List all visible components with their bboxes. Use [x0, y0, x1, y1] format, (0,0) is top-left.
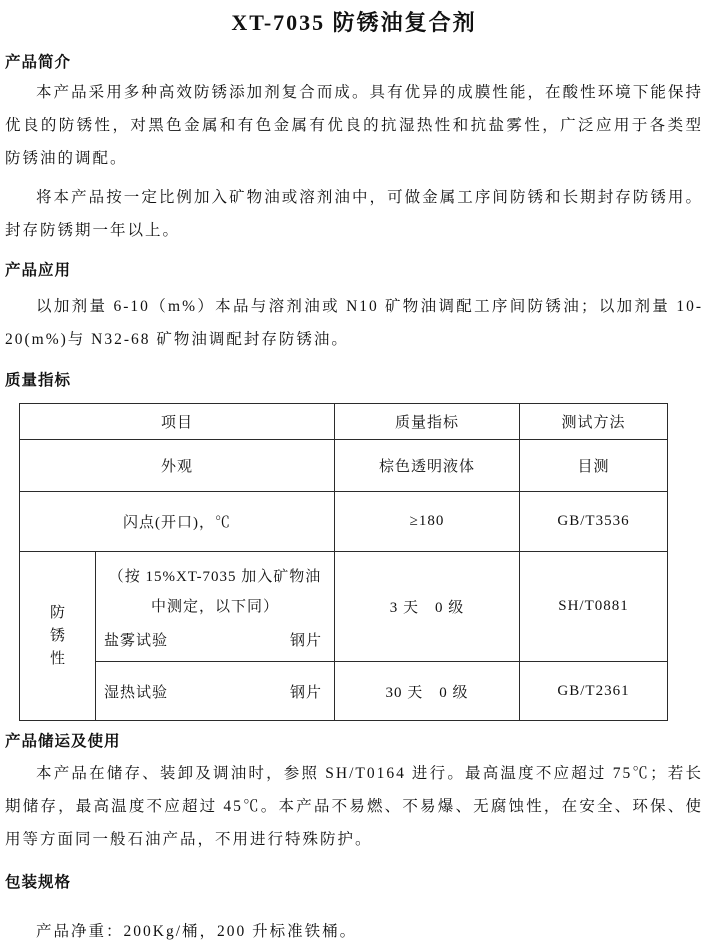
- rust-group-vertical-label: 防锈性: [49, 604, 65, 667]
- flashpoint-value-cell: ≥180: [335, 492, 520, 552]
- appearance-method-cell: 目测: [520, 440, 668, 492]
- damp-heat-method-cell: GB/T2361: [520, 662, 668, 721]
- rust-test-note: [96, 562, 334, 622]
- flashpoint-item-cell: 闪点(开口)，℃: [20, 492, 335, 552]
- intro-paragraph-1: 本产品采用多种高效防锈添加剂复合而成。具有优异的成膜性能，在酸性环境下能保持优良的防锈性，对黑色金属和有色金属有优良的抗湿热性和抗盐雾性，广泛应用于各类型防锈油的调配。: [5, 84, 703, 167]
- rust-group-label-cell: [20, 552, 96, 721]
- damp-heat-test-label: 湿热试验: [104, 684, 169, 701]
- damp-heat-item-cell: [96, 662, 335, 721]
- quality-indicators-table: [19, 403, 668, 721]
- rust-test-note-line2: 中测定，以下同）: [151, 598, 280, 615]
- table-header-row: [20, 404, 668, 440]
- damp-heat-value-cell: 30 天 0 级: [335, 662, 520, 721]
- application-paragraph: 以加剂量 6-10（m%）本品与溶剂油或 N10 矿物油调配工序间防锈油；以加剂量 10-20(m%)与 N32-68 矿物油调配封存防锈油。: [5, 298, 703, 348]
- salt-spray-test-label: 盐雾试验: [104, 632, 169, 649]
- section-packaging: [5, 872, 703, 948]
- section-storage: [5, 731, 703, 856]
- damp-heat-specimen-label: 钢片: [290, 684, 323, 701]
- section-heading-quality: 质量指标: [5, 372, 72, 389]
- section-heading-application: 产品应用: [5, 262, 72, 279]
- salt-spray-item-content: [96, 554, 334, 660]
- table-row-appearance: [20, 440, 668, 492]
- rust-test-note-line1: （按 15%XT-7035 加入矿物油: [108, 568, 322, 585]
- section-application: [5, 260, 703, 356]
- header-cell-value: 质量指标: [335, 404, 520, 440]
- section-intro: [5, 52, 703, 247]
- table-row-salt-spray: [20, 552, 668, 662]
- flashpoint-method-cell: GB/T3536: [520, 492, 668, 552]
- salt-spray-test-line: [96, 629, 334, 650]
- salt-spray-value-cell: 3 天 0 级: [335, 552, 520, 662]
- section-heading-packaging: 包装规格: [5, 874, 72, 891]
- packaging-paragraph: 产品净重：200Kg/桶，200 升标准铁桶。: [36, 923, 358, 940]
- damp-heat-test-line: [96, 681, 334, 702]
- appearance-value-cell: 棕色透明液体: [335, 440, 520, 492]
- salt-spray-specimen-label: 钢片: [290, 632, 323, 649]
- header-cell-method: 测试方法: [520, 404, 668, 440]
- section-quality: [5, 370, 703, 721]
- header-cell-item: 项目: [20, 404, 335, 440]
- table-row-flashpoint: [20, 492, 668, 552]
- section-heading-intro: 产品简介: [5, 54, 72, 71]
- appearance-item-cell: 外观: [20, 440, 335, 492]
- salt-spray-item-cell: [96, 552, 335, 662]
- document-title: XT-7035 防锈油复合剂: [231, 10, 477, 35]
- storage-paragraph: 本产品在储存、装卸及调油时，参照 SH/T0164 进行。最高温度不应超过 75℃；若长期储存，最高温度不应超过 45℃。本产品不易燃、不易爆、无腐蚀性，在安全、环保、使用等方面同一般石油产品，不用进行特殊防护。: [5, 765, 703, 848]
- intro-paragraph-2: 将本产品按一定比例加入矿物油或溶剂油中，可做金属工序间防锈和长期封存防锈用。封存防锈期一年以上。: [5, 189, 703, 239]
- table-row-damp-heat: [20, 662, 668, 721]
- section-heading-storage: 产品储运及使用: [5, 733, 121, 750]
- salt-spray-method-cell: SH/T0881: [520, 552, 668, 662]
